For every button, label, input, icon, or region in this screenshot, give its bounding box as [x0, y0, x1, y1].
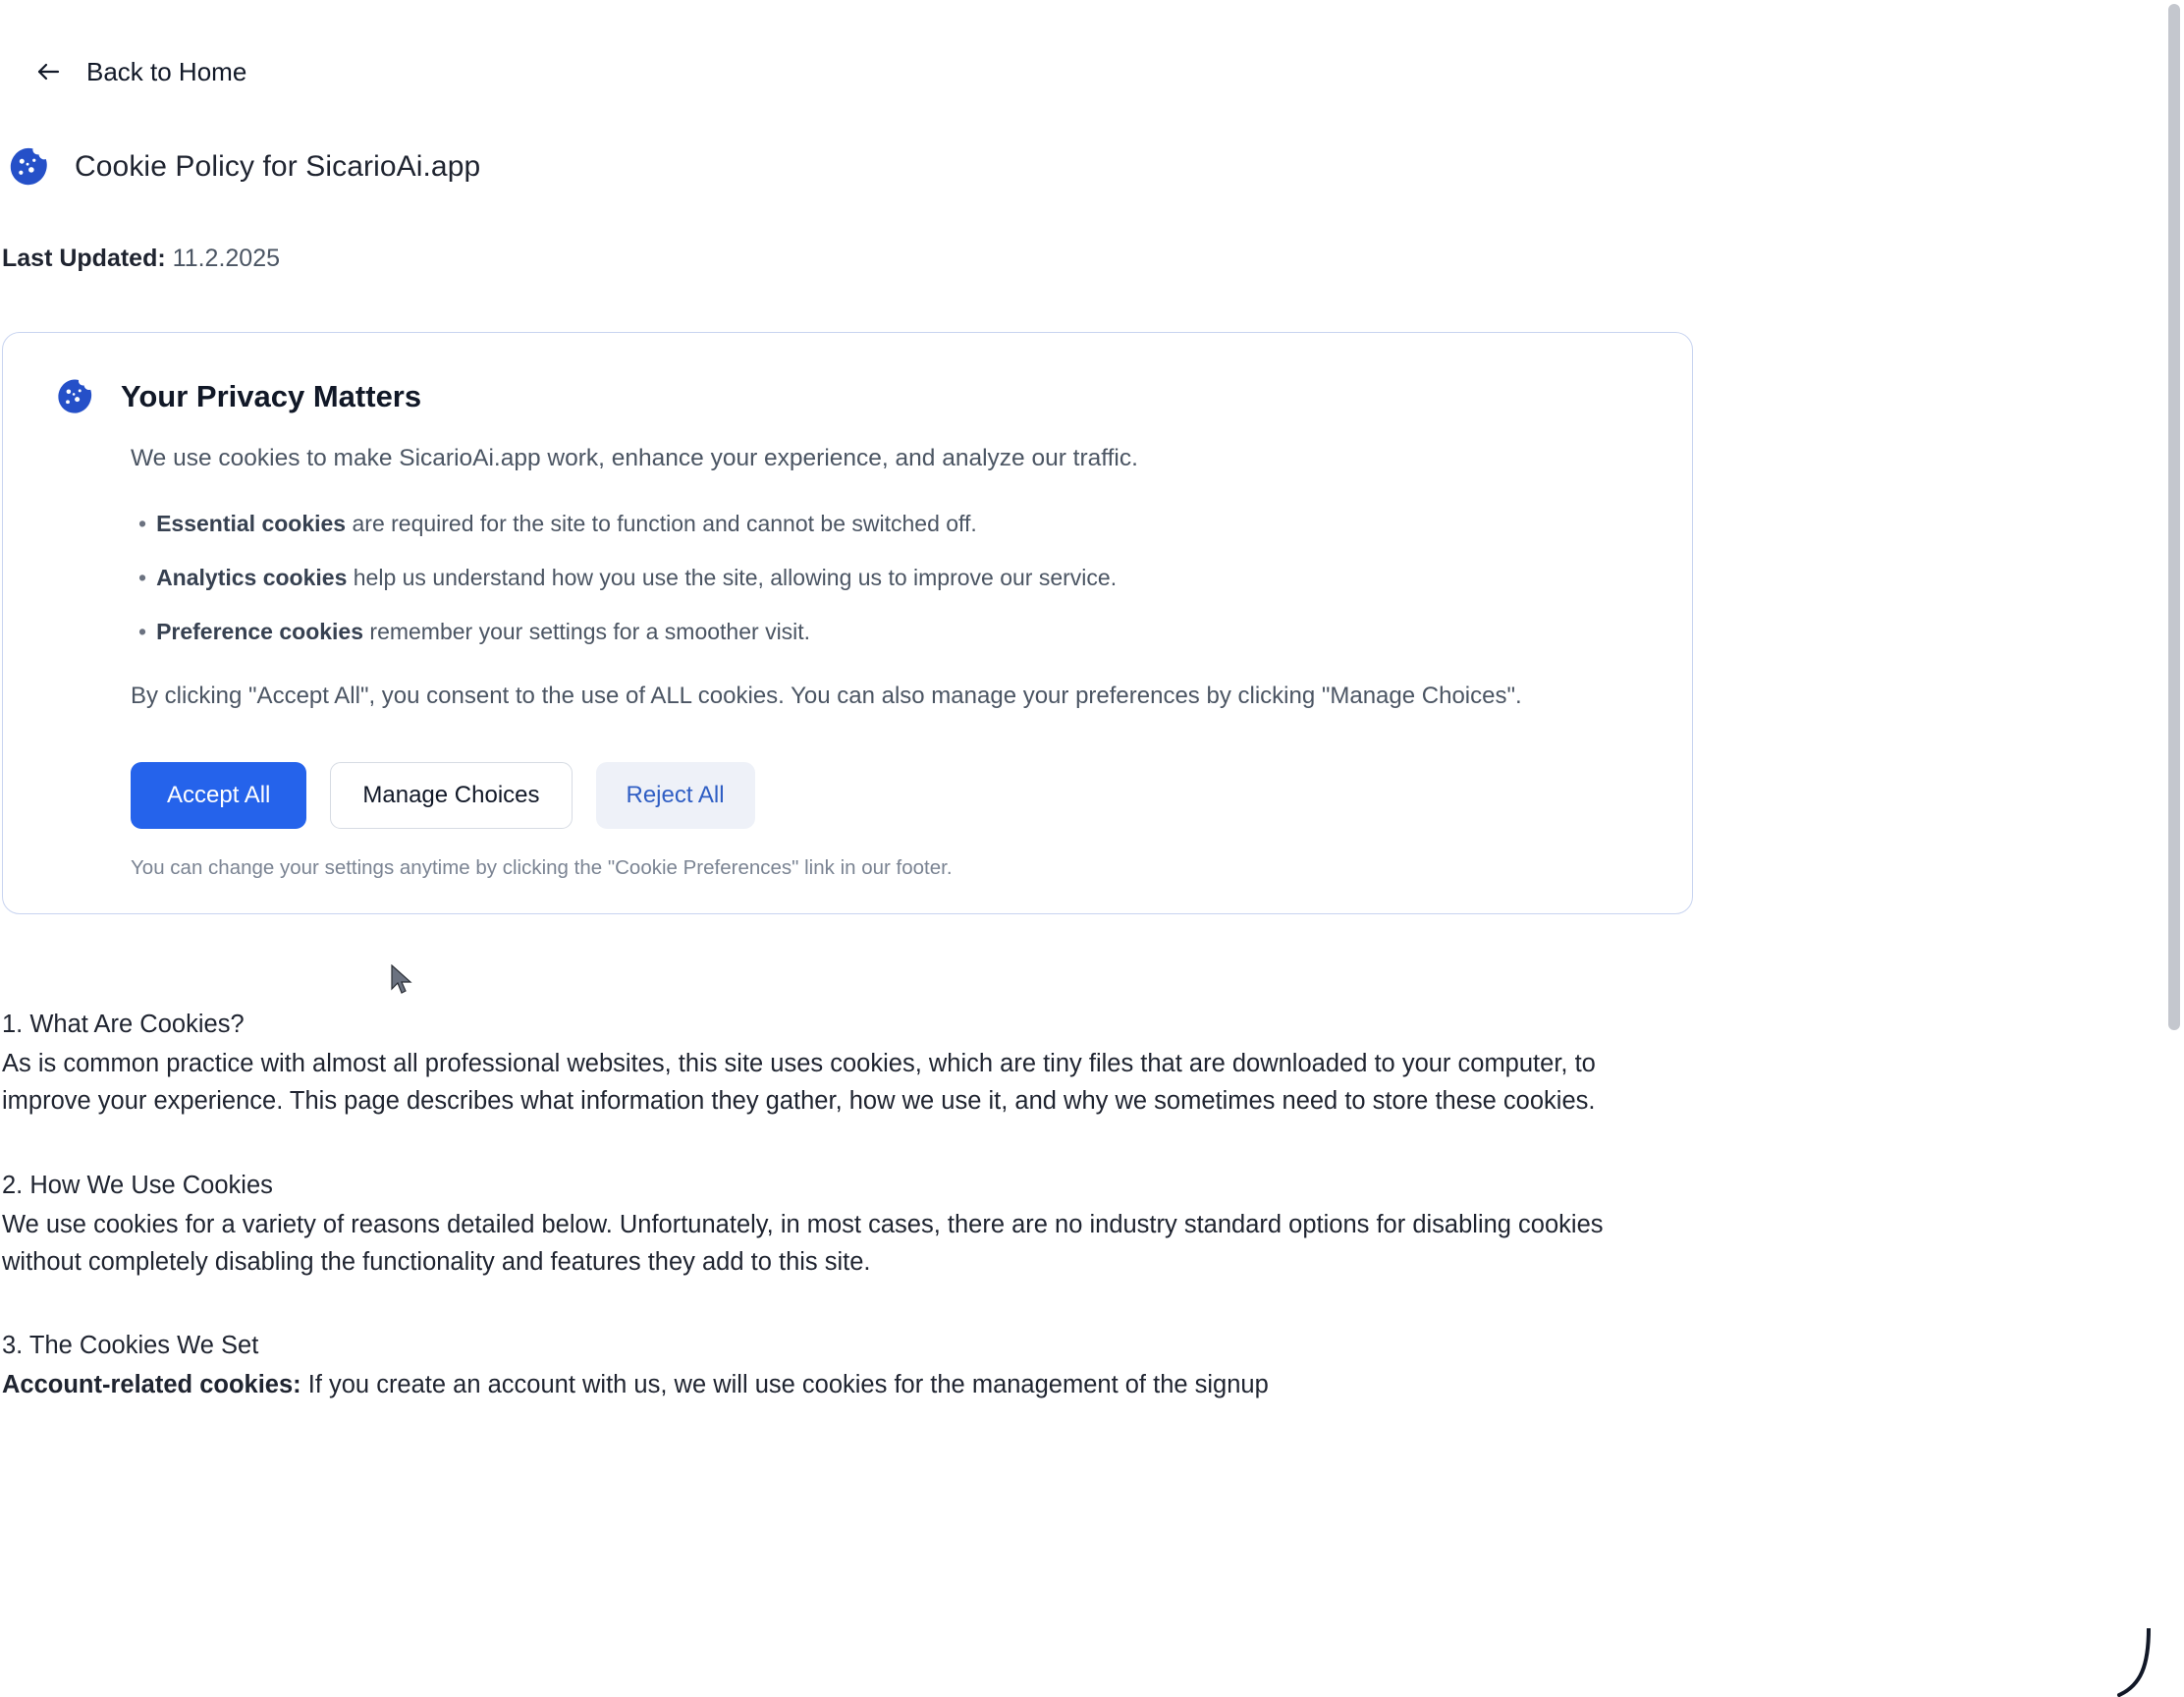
accept-all-button[interactable]: Accept All — [131, 762, 306, 829]
page-title-row — [0, 144, 2184, 190]
bullet-dot-icon: • — [138, 564, 147, 590]
consent-lede: We use cookies to make SicarioAi.app work, enhance your experience, and analyze our traffic. — [131, 445, 1138, 471]
corner-decoration — [2102, 1628, 2160, 1697]
policy-sections — [0, 1011, 2184, 1403]
last-updated-value: 11.2.2025 — [172, 245, 281, 272]
consent-footnote: You can change your settings anytime by clicking the "Cookie Preferences" link in our footer. — [131, 856, 953, 880]
consent-header — [54, 376, 1641, 417]
back-to-home-link[interactable] — [0, 0, 2184, 88]
cookie-icon — [6, 144, 51, 190]
consent-bullet-list — [131, 508, 1641, 649]
bullet-term: Preference cookies — [156, 619, 364, 645]
last-updated — [0, 245, 2184, 273]
list-item — [131, 562, 1641, 594]
scrollbar-thumb[interactable] — [2168, 4, 2180, 1030]
consent-button-row — [131, 762, 1641, 829]
cookie-consent-card — [2, 332, 1693, 914]
list-item — [131, 508, 1641, 540]
section-body: If you create an account with us, we will use cookies for the management of the signup — [300, 1371, 1269, 1399]
section-body: We use cookies for a variety of reasons detailed below. Unfortunately, in most cases, there are no industry standard options for disabling cookies without completely disabling the functionality and features they add to this site. — [2, 1210, 1604, 1276]
section-heading: 1. What Are Cookies? — [2, 1011, 245, 1039]
section-body-term: Account-related cookies: — [2, 1371, 301, 1399]
bullet-text: help us understand how you use the site, allowing us to improve our service. — [347, 564, 1118, 590]
section-body-wrapper — [2, 1366, 1686, 1403]
manage-choices-button[interactable]: Manage Choices — [330, 762, 572, 829]
section-body: As is common practice with almost all professional websites, this site uses cookies, which are tiny files that are downloaded to your computer, to improve your experience. This page describes what information they gather, how we use it, and why we sometimes need to store these cookies. — [2, 1050, 1596, 1116]
section-heading: 2. How We Use Cookies — [2, 1171, 273, 1199]
page-scrollbar[interactable] — [2164, 0, 2184, 1697]
reject-all-button[interactable]: Reject All — [596, 762, 755, 829]
back-to-home-label[interactable]: Back to Home — [86, 56, 247, 86]
consent-title: Your Privacy Matters — [121, 379, 422, 413]
page-title: Cookie Policy for SicarioAi.app — [75, 150, 481, 183]
policy-section — [2, 1011, 2184, 1121]
bullet-term: Essential cookies — [156, 510, 347, 536]
cookie-icon — [54, 376, 95, 417]
policy-section — [2, 1172, 2184, 1282]
bullet-text: are required for the site to function and cannot be switched off. — [346, 510, 977, 536]
bullet-term: Analytics cookies — [156, 564, 348, 590]
list-item — [131, 616, 1641, 648]
consent-body — [54, 441, 1641, 880]
last-updated-label: Last Updated: — [2, 245, 166, 272]
bullet-dot-icon: • — [138, 510, 147, 536]
policy-section — [2, 1332, 2184, 1403]
mouse-cursor — [391, 964, 416, 998]
arrow-left-icon[interactable] — [31, 55, 65, 88]
bullet-text: remember your settings for a smoother visit. — [363, 619, 811, 645]
bullet-dot-icon: • — [138, 619, 147, 645]
consent-note: By clicking "Accept All", you consent to the use of ALL cookies. You can also manage your preferences by clicking "Manage Choices". — [131, 682, 1522, 709]
section-heading: 3. The Cookies We Set — [2, 1332, 259, 1360]
